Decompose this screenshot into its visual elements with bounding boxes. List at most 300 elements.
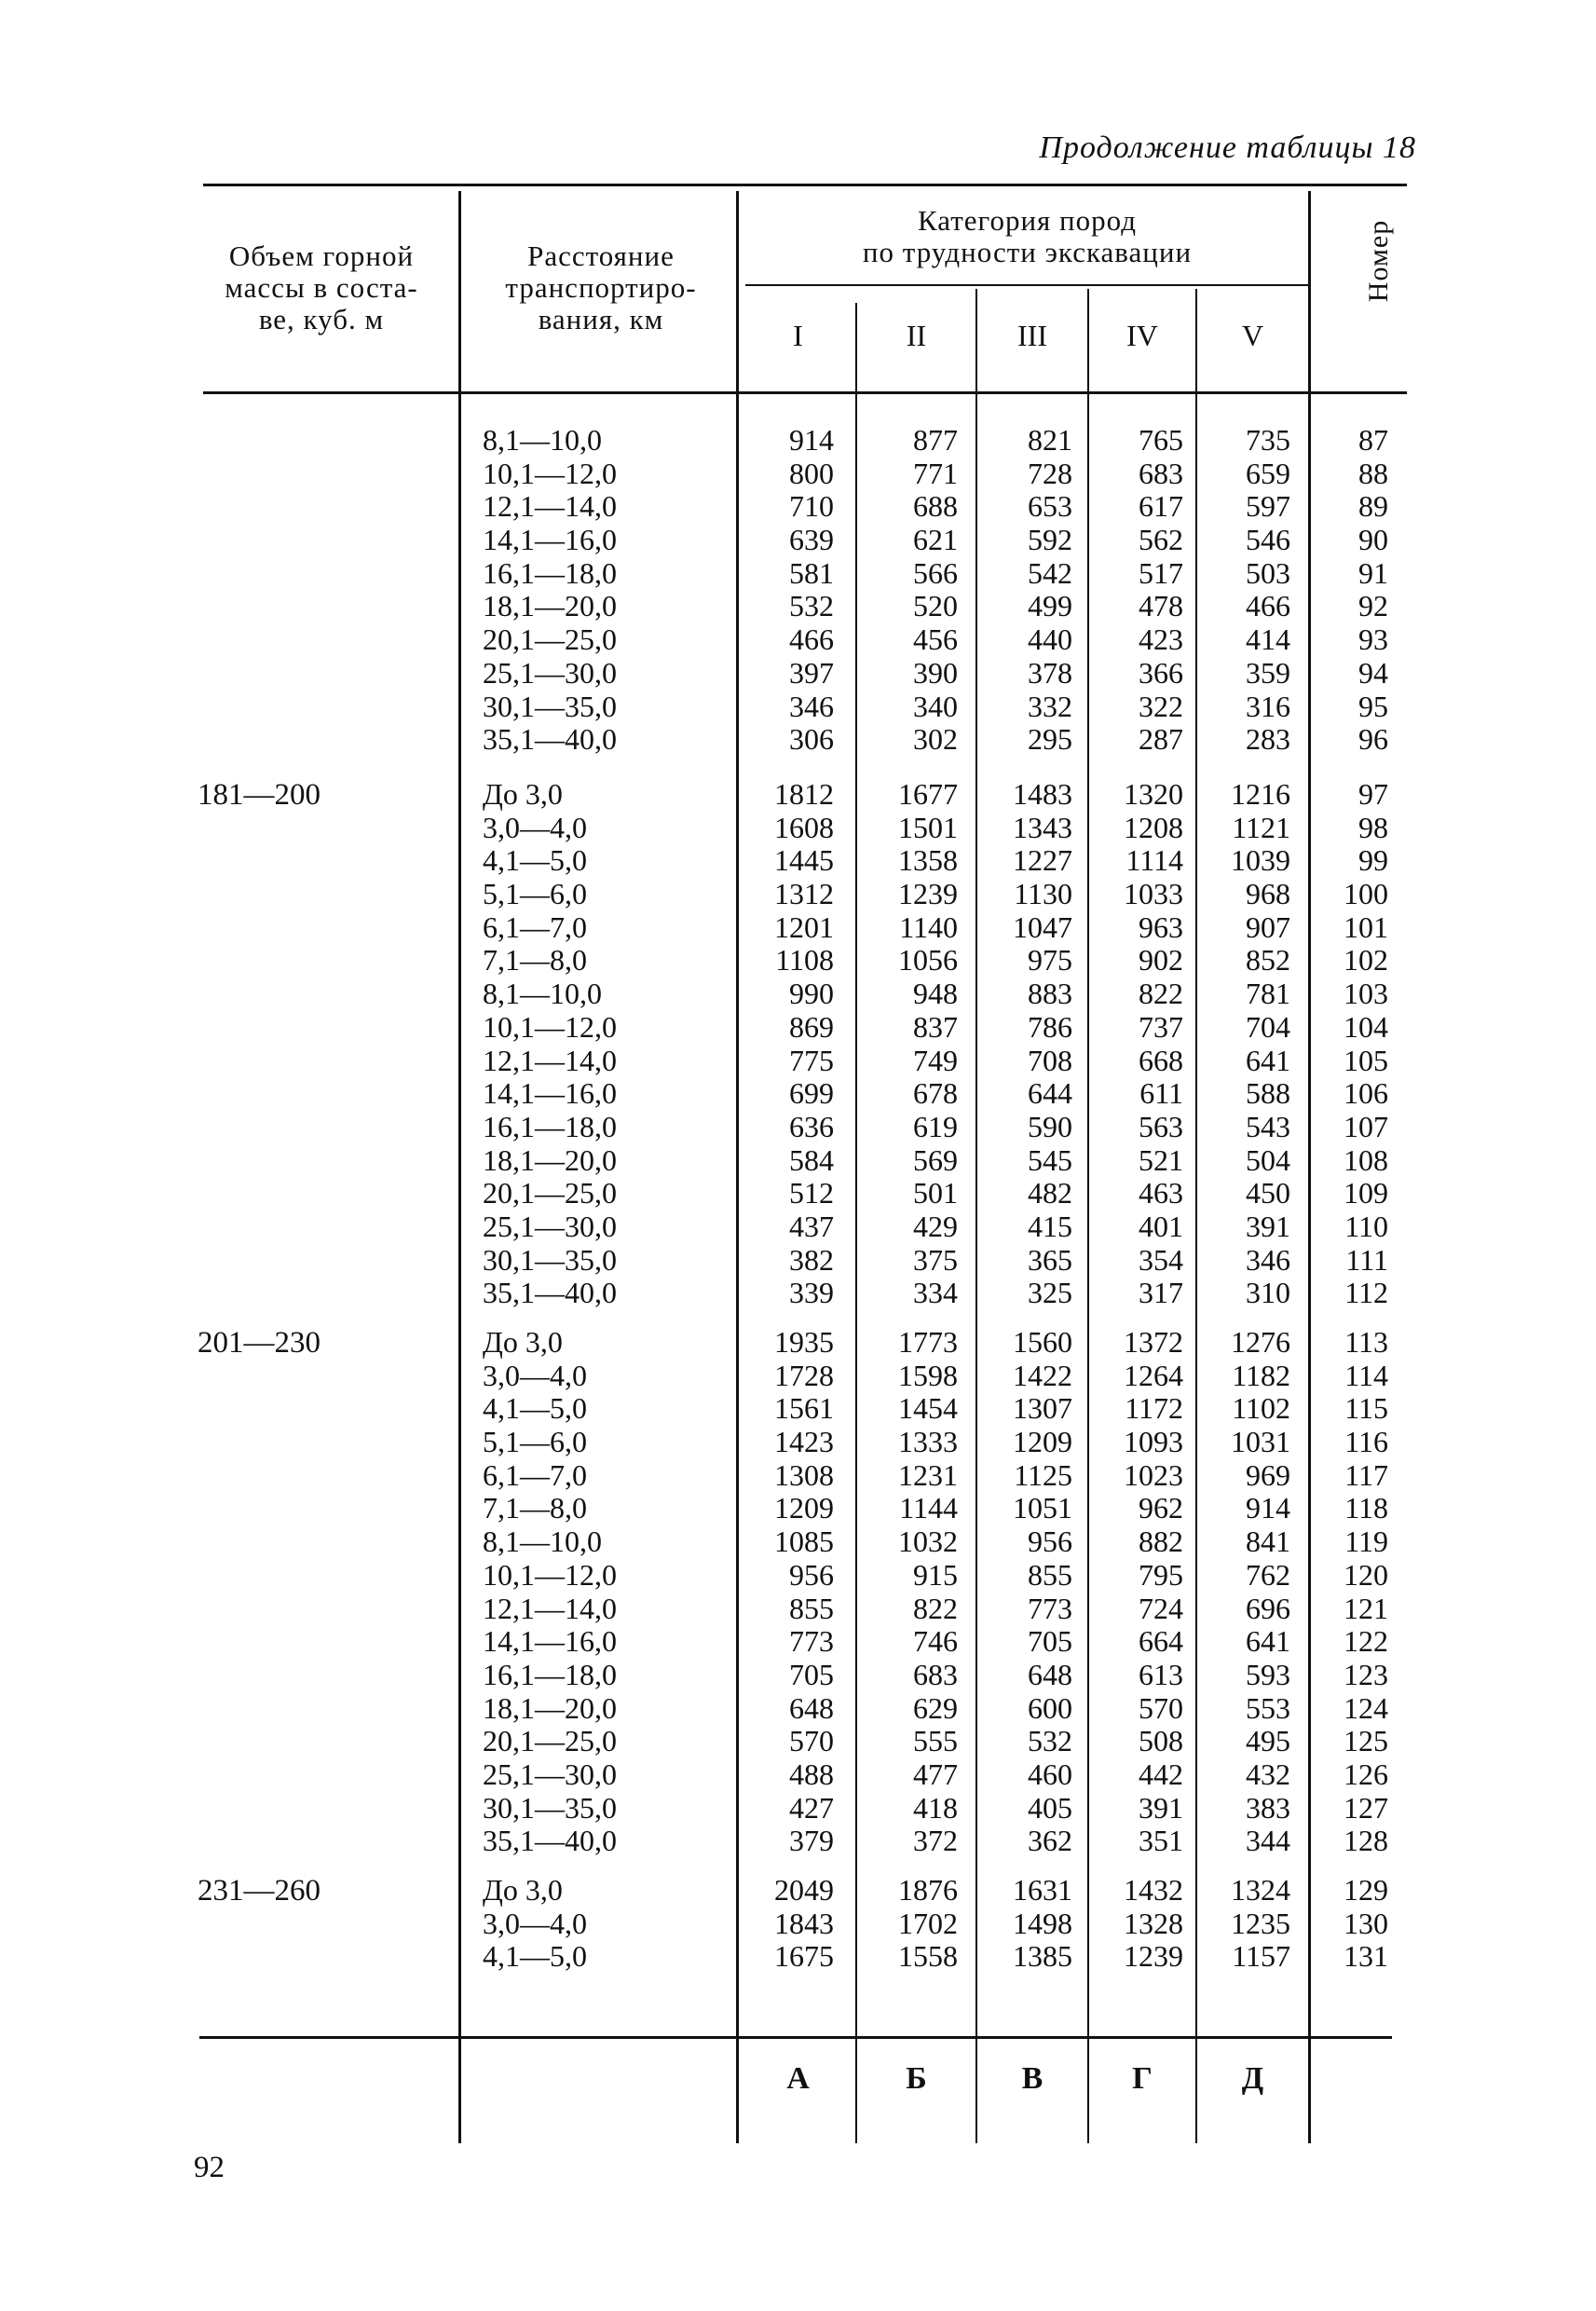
number-cell: 102 <box>1344 943 1388 978</box>
cat-iii-cell: 1422 <box>1013 1358 1072 1392</box>
cat-i-cell: 956 <box>789 1557 834 1592</box>
table-row <box>0 1177 1596 1210</box>
cat-iv-cell: 683 <box>1139 456 1183 490</box>
cat-iv-cell: 795 <box>1139 1557 1183 1592</box>
distance-cell: 25,1—30,0 <box>483 655 617 690</box>
cat-iv-cell: 1320 <box>1124 777 1183 811</box>
cat-iv-cell: 668 <box>1139 1043 1183 1077</box>
cat-i-cell: 382 <box>789 1242 834 1277</box>
volume-label: 201—230 <box>198 1326 321 1360</box>
cat-ii-cell: 429 <box>913 1209 958 1243</box>
cat-i-cell: 705 <box>789 1657 834 1691</box>
table-row <box>0 778 1596 812</box>
number-cell: 109 <box>1344 1176 1388 1210</box>
row-list <box>0 1874 1596 1974</box>
table-row <box>0 557 1596 591</box>
distance-cell: 12,1—14,0 <box>483 1591 617 1625</box>
table-row <box>0 844 1596 878</box>
cat-iv-cell: 1033 <box>1124 877 1183 911</box>
cat-ii-cell: 334 <box>913 1276 958 1310</box>
distance-cell: 12,1—14,0 <box>483 1043 617 1077</box>
number-cell: 89 <box>1358 489 1388 524</box>
number-cell: 118 <box>1344 1491 1388 1525</box>
cat-iv-cell: 423 <box>1139 622 1183 657</box>
number-cell: 90 <box>1358 523 1388 557</box>
cat-i-cell: 1561 <box>774 1391 834 1426</box>
cat-iv-cell: 902 <box>1139 943 1183 978</box>
cat-i-cell: 1935 <box>774 1325 834 1359</box>
cat-i-cell: 1423 <box>774 1425 834 1459</box>
cat-v-cell: 641 <box>1246 1624 1290 1659</box>
number-cell: 125 <box>1344 1724 1388 1758</box>
cat-iv-cell: 737 <box>1139 1009 1183 1044</box>
number-cell: 130 <box>1344 1906 1388 1940</box>
header-volume-line: Объем горной <box>228 239 415 272</box>
cat-iii-cell: 883 <box>1028 977 1072 1011</box>
distance-cell: 18,1—20,0 <box>483 1142 617 1177</box>
cat-v-cell: 1121 <box>1232 810 1290 844</box>
distance-cell: 5,1—6,0 <box>483 877 587 911</box>
table-row <box>0 911 1596 945</box>
table-row <box>0 812 1596 845</box>
cat-v-cell: 841 <box>1246 1525 1290 1559</box>
cat-iv-cell: 882 <box>1139 1525 1183 1559</box>
footer-letter-b: Б <box>906 2061 927 2096</box>
cat-v-cell: 495 <box>1246 1724 1290 1758</box>
cat-i-cell: 306 <box>789 722 834 757</box>
cat-iv-cell: 508 <box>1139 1724 1183 1758</box>
cat-v-cell: 735 <box>1246 423 1290 457</box>
number-cell: 96 <box>1358 722 1388 757</box>
cat-i-cell: 2049 <box>774 1873 834 1907</box>
cat-v-cell: 593 <box>1246 1657 1290 1691</box>
cat-v-cell: 450 <box>1246 1176 1290 1210</box>
cat-iii-cell: 855 <box>1028 1557 1072 1592</box>
number-cell: 117 <box>1344 1457 1388 1492</box>
table-row <box>0 723 1596 757</box>
cat-ii-cell: 1677 <box>898 777 958 811</box>
header-category <box>745 205 1309 268</box>
volume-label: 181—200 <box>198 778 321 812</box>
cat-iii-cell: 1385 <box>1013 1939 1072 1974</box>
cat-v-cell: 1031 <box>1231 1425 1290 1459</box>
distance-cell: 16,1—18,0 <box>483 1109 617 1143</box>
table-row <box>0 1045 1596 1078</box>
table-row <box>0 458 1596 491</box>
cat-v-cell: 696 <box>1246 1591 1290 1625</box>
cat-i-cell: 512 <box>789 1176 834 1210</box>
cat-v-cell: 597 <box>1246 489 1290 524</box>
distance-cell: 6,1—7,0 <box>483 909 587 944</box>
header-distance-line: вания, км <box>538 303 664 335</box>
cat-iii-cell: 644 <box>1028 1076 1072 1111</box>
distance-cell: 35,1—40,0 <box>483 1276 617 1310</box>
cat-iv-cell: 351 <box>1139 1824 1183 1858</box>
cat-ii-cell: 877 <box>913 423 958 457</box>
number-cell: 127 <box>1344 1790 1388 1825</box>
distance-cell: До 3,0 <box>483 777 563 811</box>
cat-ii-cell: 915 <box>913 1557 958 1592</box>
number-cell: 108 <box>1344 1142 1388 1177</box>
table-caption: Продолжение таблицы 18 <box>1039 130 1416 165</box>
number-cell: 111 <box>1345 1242 1388 1277</box>
cat-ii-cell: 1333 <box>898 1425 958 1459</box>
cat-iv-cell: 1114 <box>1125 843 1183 878</box>
cat-iii-cell: 499 <box>1028 589 1072 623</box>
cat-iii-cell: 365 <box>1028 1242 1072 1277</box>
cat-i-cell: 488 <box>789 1757 834 1791</box>
cat-i-cell: 699 <box>789 1076 834 1111</box>
cat-ii-cell: 390 <box>913 655 958 690</box>
cat-iv-cell: 765 <box>1139 423 1183 457</box>
cat-iii-cell: 532 <box>1028 1724 1072 1758</box>
table-row <box>0 524 1596 557</box>
number-cell: 103 <box>1344 977 1388 1011</box>
distance-cell: 30,1—35,0 <box>483 1242 617 1277</box>
cat-v-cell: 553 <box>1246 1690 1290 1725</box>
table-row <box>0 1459 1596 1493</box>
cat-i-cell: 1608 <box>774 810 834 844</box>
cat-ii-cell: 948 <box>913 977 958 1011</box>
cat-iii-cell: 975 <box>1028 943 1072 978</box>
cat-iii-cell: 545 <box>1028 1142 1072 1177</box>
cat-i-cell: 775 <box>789 1043 834 1077</box>
number-cell: 91 <box>1358 555 1388 590</box>
distance-cell: 4,1—5,0 <box>483 1391 587 1426</box>
distance-cell: 3,0—4,0 <box>483 1906 587 1940</box>
cat-ii-cell: 688 <box>913 489 958 524</box>
cat-i-cell: 1308 <box>774 1457 834 1492</box>
cat-ii-cell: 619 <box>913 1109 958 1143</box>
cat-i-cell: 379 <box>789 1824 834 1858</box>
cat-iv-cell: 521 <box>1139 1142 1183 1177</box>
cat-iv-cell: 963 <box>1139 909 1183 944</box>
distance-cell: 14,1—16,0 <box>483 1076 617 1111</box>
page-number: 92 <box>194 2151 225 2184</box>
number-cell: 105 <box>1344 1043 1388 1077</box>
cat-i-cell: 466 <box>789 622 834 657</box>
table-row <box>0 1659 1596 1692</box>
cat-iv-cell: 613 <box>1139 1657 1183 1691</box>
table-row <box>0 623 1596 657</box>
table-row <box>0 1011 1596 1045</box>
cat-iii-cell: 956 <box>1028 1525 1072 1559</box>
cat-iii-cell: 1209 <box>1013 1425 1072 1459</box>
cat-ii-cell: 555 <box>913 1724 958 1758</box>
distance-cell: 20,1—25,0 <box>483 1724 617 1758</box>
number-cell: 113 <box>1344 1325 1388 1359</box>
cat-v-cell: 588 <box>1246 1076 1290 1111</box>
cat-v-cell: 1276 <box>1231 1325 1290 1359</box>
table-row <box>0 490 1596 524</box>
cat-iii-cell: 1343 <box>1013 810 1072 844</box>
footer-letter-a: А <box>786 2061 810 2096</box>
number-cell: 107 <box>1344 1109 1388 1143</box>
cat-iv-cell: 1264 <box>1124 1358 1183 1392</box>
distance-cell: 16,1—18,0 <box>483 1657 617 1691</box>
cat-v-cell: 659 <box>1246 456 1290 490</box>
cat-v-cell: 414 <box>1246 622 1290 657</box>
table-row <box>0 1392 1596 1426</box>
cat-iii-cell: 1483 <box>1013 777 1072 811</box>
cat-iii-cell: 653 <box>1028 489 1072 524</box>
cat-v-cell: 546 <box>1246 523 1290 557</box>
cat-ii-cell: 1239 <box>898 877 958 911</box>
volume-label: 231—260 <box>198 1874 321 1908</box>
cat-v-cell: 762 <box>1246 1557 1290 1592</box>
number-cell: 119 <box>1344 1525 1388 1559</box>
cat-iii-cell: 362 <box>1028 1824 1072 1858</box>
table-row <box>0 1692 1596 1726</box>
cat-ii-cell: 501 <box>913 1176 958 1210</box>
cat-iv-cell: 570 <box>1139 1690 1183 1725</box>
table-row <box>0 1874 1596 1908</box>
cat-iii-cell: 542 <box>1028 555 1072 590</box>
cat-iii-cell: 648 <box>1028 1657 1072 1691</box>
cat-iii-cell: 1130 <box>1014 877 1072 911</box>
cat-v-cell: 504 <box>1246 1142 1290 1177</box>
number-cell: 112 <box>1344 1276 1388 1310</box>
distance-cell: 18,1—20,0 <box>483 589 617 623</box>
distance-cell: 12,1—14,0 <box>483 489 617 524</box>
distance-cell: 4,1—5,0 <box>483 843 587 878</box>
cat-ii-cell: 771 <box>913 456 958 490</box>
cat-iv-cell: 822 <box>1139 977 1183 1011</box>
table-row <box>0 1559 1596 1593</box>
table-row <box>0 978 1596 1011</box>
cat-iv-cell: 563 <box>1139 1109 1183 1143</box>
cat-iii-cell: 1227 <box>1013 843 1072 878</box>
number-cell: 87 <box>1358 423 1388 457</box>
category-V: V <box>1241 319 1264 352</box>
cat-iii-cell: 1125 <box>1014 1457 1072 1492</box>
number-cell: 92 <box>1358 589 1388 623</box>
cat-ii-cell: 683 <box>913 1657 958 1691</box>
cat-iii-cell: 295 <box>1028 722 1072 757</box>
table-row <box>0 657 1596 691</box>
table-row <box>0 1111 1596 1144</box>
cat-ii-cell: 302 <box>913 722 958 757</box>
number-cell: 93 <box>1358 622 1388 657</box>
cat-iv-cell: 617 <box>1139 489 1183 524</box>
cat-v-cell: 852 <box>1246 943 1290 978</box>
table-row <box>0 1825 1596 1858</box>
cat-ii-cell: 372 <box>913 1824 958 1858</box>
cat-iii-cell: 415 <box>1028 1209 1072 1243</box>
cat-v-cell: 391 <box>1246 1209 1290 1243</box>
footer-letter-g: Г <box>1132 2061 1153 2096</box>
cat-iii-cell: 1047 <box>1013 909 1072 944</box>
distance-cell: 35,1—40,0 <box>483 1824 617 1858</box>
cat-ii-cell: 746 <box>913 1624 958 1659</box>
cat-v-cell: 344 <box>1246 1824 1290 1858</box>
cat-ii-cell: 340 <box>913 689 958 723</box>
cat-i-cell: 346 <box>789 689 834 723</box>
row-list <box>0 778 1596 1310</box>
cat-ii-cell: 1231 <box>898 1457 958 1492</box>
distance-cell: 5,1—6,0 <box>483 1425 587 1459</box>
cat-i-cell: 648 <box>789 1690 834 1725</box>
number-cell: 126 <box>1344 1757 1388 1791</box>
number-cell: 131 <box>1344 1939 1388 1974</box>
table-row <box>0 1593 1596 1626</box>
distance-cell: 16,1—18,0 <box>483 555 617 590</box>
cat-iv-cell: 1023 <box>1124 1457 1183 1492</box>
cat-i-cell: 1843 <box>774 1906 834 1940</box>
table-row <box>0 1908 1596 1941</box>
number-cell: 94 <box>1358 655 1388 690</box>
number-cell: 95 <box>1358 689 1388 723</box>
distance-cell: 30,1—35,0 <box>483 689 617 723</box>
cat-iv-cell: 1328 <box>1124 1906 1183 1940</box>
number-cell: 120 <box>1344 1557 1388 1592</box>
cat-iii-cell: 821 <box>1028 423 1072 457</box>
table-row <box>0 1360 1596 1393</box>
cat-iv-cell: 1432 <box>1124 1873 1183 1907</box>
cat-ii-cell: 1140 <box>899 909 958 944</box>
cat-i-cell: 581 <box>789 555 834 590</box>
distance-cell: 18,1—20,0 <box>483 1690 617 1725</box>
header-distance <box>466 240 736 335</box>
cat-v-cell: 1235 <box>1231 1906 1290 1940</box>
cat-iv-cell: 478 <box>1139 589 1183 623</box>
distance-cell: 20,1—25,0 <box>483 622 617 657</box>
table-row <box>0 1525 1596 1559</box>
cat-i-cell: 437 <box>789 1209 834 1243</box>
cat-ii-cell: 1558 <box>898 1939 958 1974</box>
table-row <box>0 944 1596 978</box>
cat-v-cell: 359 <box>1246 655 1290 690</box>
cat-iii-cell: 1051 <box>1013 1491 1072 1525</box>
header-category-line: Категория пород <box>917 204 1138 237</box>
cat-iii-cell: 786 <box>1028 1009 1072 1044</box>
cat-v-cell: 1324 <box>1231 1873 1290 1907</box>
cat-i-cell: 1675 <box>774 1939 834 1974</box>
header-distance-line: транспортиро- <box>505 271 697 304</box>
table-row <box>0 1144 1596 1178</box>
cat-iv-cell: 322 <box>1139 689 1183 723</box>
number-cell: 88 <box>1358 456 1388 490</box>
distance-cell: 30,1—35,0 <box>483 1790 617 1825</box>
header-bottom-rule <box>203 391 1407 394</box>
distance-cell: 14,1—16,0 <box>483 523 617 557</box>
header-number: Номер <box>1363 219 1394 303</box>
cat-ii-cell: 456 <box>913 622 958 657</box>
table-row <box>0 1725 1596 1758</box>
footer-rule <box>199 2036 1392 2039</box>
cat-v-cell: 1182 <box>1232 1358 1290 1392</box>
header-distance-line: Расстояние <box>527 239 675 272</box>
distance-cell: 20,1—25,0 <box>483 1176 617 1210</box>
cat-i-cell: 427 <box>789 1790 834 1825</box>
table-row <box>0 1210 1596 1244</box>
cat-v-cell: 1039 <box>1231 843 1290 878</box>
distance-cell: До 3,0 <box>483 1873 563 1907</box>
cat-iv-cell: 724 <box>1139 1591 1183 1625</box>
category-II: II <box>906 319 927 352</box>
category-III: III <box>1017 319 1047 352</box>
cat-iv-cell: 317 <box>1139 1276 1183 1310</box>
cat-i-cell: 869 <box>789 1009 834 1044</box>
table-row <box>0 1426 1596 1459</box>
number-cell: 99 <box>1358 843 1388 878</box>
cat-i-cell: 990 <box>789 977 834 1011</box>
cat-ii-cell: 621 <box>913 523 958 557</box>
number-cell: 128 <box>1344 1824 1388 1858</box>
cat-i-cell: 1108 <box>775 943 834 978</box>
cat-ii-cell: 629 <box>913 1690 958 1725</box>
cat-v-cell: 704 <box>1246 1009 1290 1044</box>
number-cell: 100 <box>1344 877 1388 911</box>
cat-iii-cell: 332 <box>1028 689 1072 723</box>
cat-iii-cell: 590 <box>1028 1109 1072 1143</box>
cat-ii-cell: 1501 <box>898 810 958 844</box>
cat-iii-cell: 773 <box>1028 1591 1072 1625</box>
cat-iv-cell: 287 <box>1139 722 1183 757</box>
cat-iii-cell: 1560 <box>1013 1325 1072 1359</box>
distance-cell: 3,0—4,0 <box>483 810 587 844</box>
cat-ii-cell: 520 <box>913 589 958 623</box>
distance-cell: 8,1—10,0 <box>483 423 602 457</box>
cat-v-cell: 1102 <box>1232 1391 1290 1426</box>
number-cell: 98 <box>1358 810 1388 844</box>
cat-i-cell: 532 <box>789 589 834 623</box>
distance-cell: 4,1—5,0 <box>483 1939 587 1974</box>
cat-iii-cell: 405 <box>1028 1790 1072 1825</box>
cat-ii-cell: 1032 <box>898 1525 958 1559</box>
cat-i-cell: 1812 <box>774 777 834 811</box>
distance-cell: 8,1—10,0 <box>483 1525 602 1559</box>
table-row <box>0 590 1596 623</box>
distance-cell: 10,1—12,0 <box>483 1557 617 1592</box>
cat-iii-cell: 1498 <box>1013 1906 1072 1940</box>
cat-v-cell: 283 <box>1246 722 1290 757</box>
distance-cell: 14,1—16,0 <box>483 1624 617 1659</box>
cat-v-cell: 968 <box>1246 877 1290 911</box>
number-cell: 121 <box>1344 1591 1388 1625</box>
cat-i-cell: 773 <box>789 1624 834 1659</box>
table-row <box>0 878 1596 911</box>
cat-iii-cell: 600 <box>1028 1690 1072 1725</box>
number-cell: 114 <box>1344 1358 1388 1392</box>
cat-ii-cell: 749 <box>913 1043 958 1077</box>
cat-i-cell: 397 <box>789 655 834 690</box>
cat-iii-cell: 440 <box>1028 622 1072 657</box>
table-row <box>0 424 1596 458</box>
table-row <box>0 1277 1596 1310</box>
table-row <box>0 1625 1596 1659</box>
number-cell: 106 <box>1344 1076 1388 1111</box>
distance-cell: 10,1—12,0 <box>483 456 617 490</box>
cat-iv-cell: 962 <box>1139 1491 1183 1525</box>
cat-i-cell: 800 <box>789 456 834 490</box>
cat-ii-cell: 822 <box>913 1591 958 1625</box>
table-row <box>0 1077 1596 1111</box>
cat-ii-cell: 569 <box>913 1142 958 1177</box>
cat-v-cell: 1216 <box>1231 777 1290 811</box>
cat-i-cell: 710 <box>789 489 834 524</box>
header-category-line: по трудности экскавации <box>862 236 1193 268</box>
distance-cell: До 3,0 <box>483 1325 563 1359</box>
cat-i-cell: 639 <box>789 523 834 557</box>
number-cell: 124 <box>1344 1690 1388 1725</box>
cat-ii-cell: 1702 <box>898 1906 958 1940</box>
cat-ii-cell: 1144 <box>899 1491 958 1525</box>
cat-v-cell: 310 <box>1246 1276 1290 1310</box>
cat-v-cell: 641 <box>1246 1043 1290 1077</box>
cat-ii-cell: 1358 <box>898 843 958 878</box>
cat-iii-cell: 460 <box>1028 1757 1072 1791</box>
